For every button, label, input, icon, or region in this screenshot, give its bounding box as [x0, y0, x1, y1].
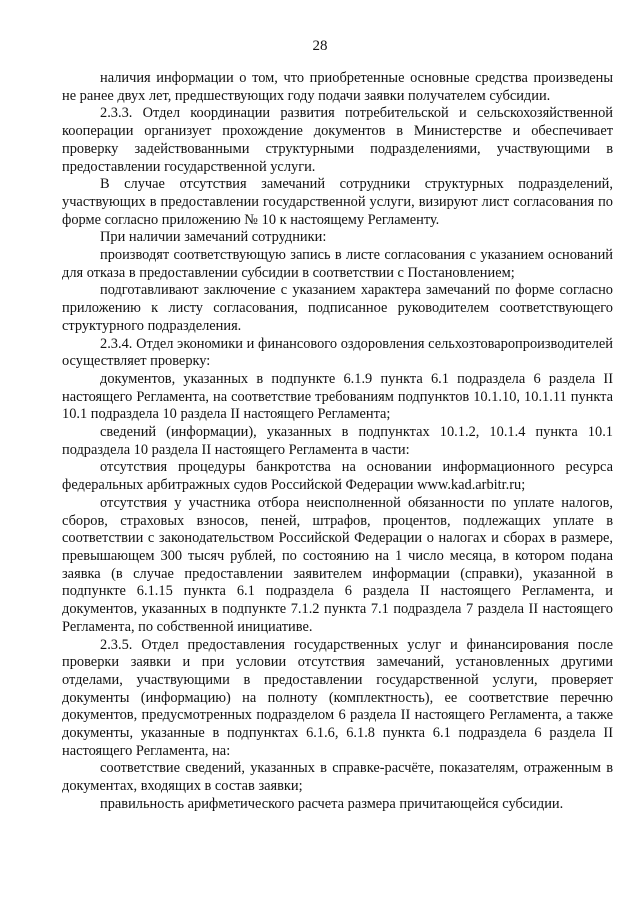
paragraph: отсутствия процедуры банкротства на основании информационного ресурса федеральных арбитражных судов Российской Федерации www.kad.arbitr.ru; — [62, 459, 613, 494]
paragraph: отсутствия у участника отбора неисполненной обязанности по уплате налогов, сборов, страховых взносов, пеней, штрафов, процентов, подлежащих уплате в соответствии с законодательством Российской Федерации о налогах и сборах в размере, превышающем 300 тысяч рублей, по состоянию на 1 число месяца, в котором подана заявка (в случае предоставлении заявителем информации (справки), указанной в подпункте 6.1.15 пункта 6.1 подраздела 6 раздела II настоящего Регламента, и документов, указанных в подпункте 7.1.2 пункта 7.1 подраздела 7 раздела II настоящего Регламента, по собственной инициативе. — [62, 494, 613, 635]
paragraph: наличия информации о том, что приобретенные основные средства произведены не ранее двух лет, предшествующих году подачи заявки получателем субсидии. — [62, 70, 613, 104]
paragraph: подготавливают заключение с указанием характера замечаний по форме согласно приложению к листу согласования, подписанное руководителем соответствующего структурного подразделения. — [62, 282, 613, 334]
paragraph: 2.3.5. Отдел предоставления государственных услуг и финансирования после проверки заявки и при условии отсутствия замечаний, установленных другими отделами, участвующими в предоставлении государственной услуги, проверяет документы (информацию) на полноту (комплектность), ее соответствие перечню документов, предусмотренных подразделом 6 раздела II настоящего Регламента, а также документы, указанные в подпунктах 6.1.6, 6.1.8 пункта 6.1 подраздела 6 раздела II настоящего Регламента, на: — [62, 636, 613, 759]
paragraph: сведений (информации), указанных в подпунктах 10.1.2, 10.1.4 пункта 10.1 подраздела 10 раздела II настоящего Регламента в части: — [62, 424, 613, 458]
paragraph: производят соответствующую запись в листе согласования с указанием оснований для отказа в предоставлении субсидии в соответствии с Постановлением; — [62, 247, 613, 281]
page-number: 28 — [312, 38, 328, 54]
paragraph: документов, указанных в подпункте 6.1.9 пункта 6.1 подраздела 6 раздела II настоящего Регламента, на соответствие требованиям подпунктов 10.1.10, 10.1.11 пункта 10.1 подраздела 10 раздела II настоящего Регламента; — [62, 370, 613, 423]
paragraph: соответствие сведений, указанных в справке-расчёте, показателям, отраженным в документах, входящих в состав заявки; — [62, 760, 613, 795]
paragraph: правильность арифметического расчета размера причитающейся субсидии. — [100, 795, 564, 812]
paragraph: В случае отсутствия замечаний сотрудники структурных подразделений, участвующих в предоставлении государственной услуги, визируют лист согласования по форме согласно приложению № 10 к настоящему Регламенту. — [62, 176, 613, 228]
paragraph: 2.3.4. Отдел экономики и финансового оздоровления сельхозтоваропроизводителей осуществляет проверку: — [62, 335, 613, 370]
paragraph: 2.3.3. Отдел координации развития потребительской и сельскохозяйственной кооперации организует прохождение документов в Министерстве и обеспечивает проверку задействованными структурными подразделениями, участвующими в предоставлении государственной услуги. — [62, 105, 613, 175]
paragraph: При наличии замечаний сотрудники: — [100, 229, 327, 246]
document-body — [62, 70, 613, 814]
